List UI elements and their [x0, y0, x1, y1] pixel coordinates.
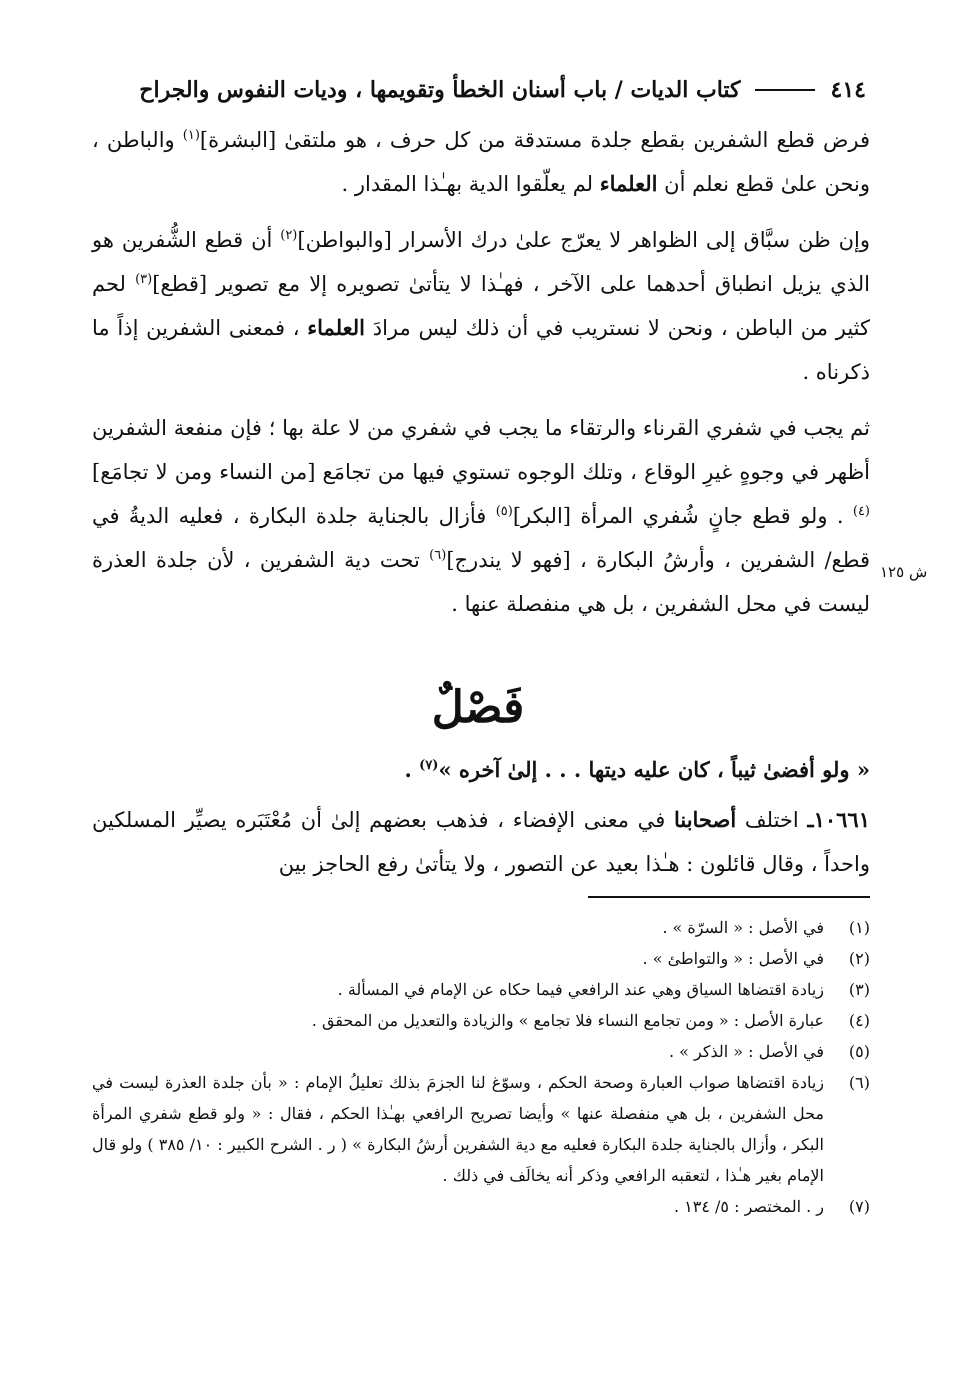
section-heading-fasl — [0, 680, 956, 736]
footnote-text: في الأصل : « الذكر » . — [669, 1042, 824, 1061]
footnote-text: في الأصل : « والتواطئ » . — [642, 949, 824, 968]
footnote-item — [92, 943, 870, 974]
footnote-item — [92, 1036, 870, 1067]
paragraph-2-text-d: ، فمعنى الشفرين إذاً ما ذكرناه . — [92, 316, 870, 384]
footnote-item — [92, 1005, 870, 1036]
section-text — [92, 748, 870, 886]
header-dash — [755, 89, 815, 91]
issue-text-a: اختلف — [736, 808, 808, 832]
paragraph-3-text-b: . ولو قطع جانٍ شُفري المرأة [البكر] — [512, 504, 853, 528]
footnote-number: (١) — [848, 918, 870, 937]
footnote-item — [92, 974, 870, 1005]
paragraph-3-text-c: فأزال بالجناية جلدة البكارة ، فعليه الديةُ في قطع/ الشفرين ، وأرشُ البكارة ، [فهو لا يندرج] — [92, 504, 870, 572]
footnote-text: زيادة اقتضاها السياق وهي عند الرافعي فيما حكاه عن الإمام في المسألة . — [337, 980, 824, 999]
paragraph-3 — [92, 406, 870, 626]
issue-bold: أصحابنا — [673, 807, 737, 832]
paragraph-1-bold: العلماء — [599, 171, 658, 196]
footnote-item — [92, 912, 870, 943]
paragraph-2 — [92, 218, 870, 394]
footnote-ref-7[interactable]: (٧) — [419, 758, 439, 773]
paragraph-2-text-a: وإن ظن سبَّاق إلى الظواهر لا يعرّج علىٰ درك الأسرار [والبواطن] — [297, 228, 870, 252]
main-text — [92, 118, 870, 626]
issue-text-b: في معنى الإفضاء ، فذهب بعضهم إلىٰ أن مُعْتَبَره يصيِّر المسلكين واحداً ، وقال قائلون : هـٰذا بعيد عن التصور ، ولا يتأتىٰ رفع الحاجز بين — [92, 808, 870, 876]
running-header — [96, 70, 866, 110]
footnote-text: ر . المختصر : ٥/ ١٣٤ . — [673, 1197, 824, 1216]
issue-paragraph — [92, 798, 870, 886]
footnote-text: عبارة الأصل : « ومن تجامع النساء فلا تجامع » والزيادة والتعديل من المحقق . — [311, 1011, 824, 1030]
footnote-separator — [588, 896, 870, 898]
paragraph-1-text-a: فرض قطع الشفرين بقطع جلدة مستدقة من كل حرف ، هو ملتقىٰ [البشرة] — [199, 128, 871, 152]
footnote-number: (٣) — [848, 980, 870, 999]
header-title: كتاب الديات / باب أسنان الخطأ وتقويمها ، وديات النفوس والجراح — [139, 77, 741, 103]
footnote-number: (٦) — [848, 1073, 870, 1092]
paragraph-2-bold: العلماء — [307, 315, 366, 340]
footnote-number: (٥) — [848, 1042, 870, 1061]
section-quote — [92, 748, 870, 792]
footnote-ref-4[interactable]: (٤) — [852, 504, 870, 519]
page-number: ٤١٤ — [830, 77, 866, 103]
footnote-ref-5[interactable]: (٥) — [495, 504, 513, 519]
footnote-item — [92, 1191, 870, 1222]
issue-number: ١٠٦٦١ـ — [807, 807, 870, 832]
paragraph-1-text-b: والباطن ، ونحن علىٰ قطع نعلم أن — [92, 128, 870, 196]
footnote-number: (٤) — [848, 1011, 870, 1030]
paragraph-3-text-a: ثم يجب في شفري القرناء والرتقاء ما يجب في شفري من لا علة بها ؛ فإن منفعة الشفرين أظهر في وجوهٍ غيرِ الوقاع ، وتلك الوجوه تستوي فيها من تجامَع [من النساء ومن لا تجامَع] — [92, 416, 870, 484]
footnote-ref-2[interactable]: (٢) — [280, 228, 298, 243]
footnote-text: زيادة اقتضاها صواب العبارة وصحة الحكم ، وسوّغ لنا الجزمَ بذلك تعليلُ الإمام : « بأن جلدة العذرة ليست في محل الشفرين ، بل هي منفصلة عنها » وأيضا تصريح الرافعي بهـٰذا الحكم ، فقال : « ولو قطع شفري المرأة البكر ، وأزال بالجناية جلدة البكارة فعليه مع دية الشفرين أرشُ البكارة » ( ر . الشرح الكبير : ١٠/ ٣٨٥ ) ولو قال الإمام بغير هـٰذا ، لتعقبه الرافعي وذكر أنه يخالَف في ذلك . — [92, 1073, 825, 1185]
fasl-word: فَصْلٌ — [431, 682, 525, 733]
paragraph-1 — [92, 118, 870, 206]
footnote-ref-6[interactable]: (٦) — [429, 548, 447, 563]
paragraph-3-text-d: تحت دية الشفرين ، لأن جلدة العذرة ليست في محل الشفرين ، بل هي منفصلة عنها . — [92, 548, 870, 616]
footnote-ref-3[interactable]: (٣) — [135, 272, 153, 287]
quote-end: . — [404, 757, 420, 782]
footnotes — [92, 912, 870, 1222]
footnote-item — [92, 1067, 870, 1191]
footnote-number: (٢) — [848, 949, 870, 968]
paragraph-2-text-b: أن قطع الشُّفرين هو الذي يزيل انطباق أحدهما على الآخر ، فهـٰذا لا يتأتىٰ تصويره إلا مع تصوير [قطع] — [92, 228, 870, 296]
quote-text: « ولو أفضىٰ ثيباً ، كان عليه ديتها . . . إلىٰ آخره » — [438, 757, 870, 782]
footnote-text: في الأصل : « السرّة » . — [662, 918, 824, 937]
paragraph-1-text-c: لم يعلّقوا الدية بهـٰذا المقدار . — [341, 172, 600, 196]
footnote-ref-1[interactable]: (١) — [182, 128, 200, 143]
footnote-number: (٧) — [848, 1197, 870, 1216]
manuscript-folio-note: ش ١٢٥ — [880, 563, 928, 581]
paragraph-2-text-c: لحم كثير من الباطن ، ونحن لا نستريب في أن ذلك ليس مرادَ — [92, 272, 871, 340]
